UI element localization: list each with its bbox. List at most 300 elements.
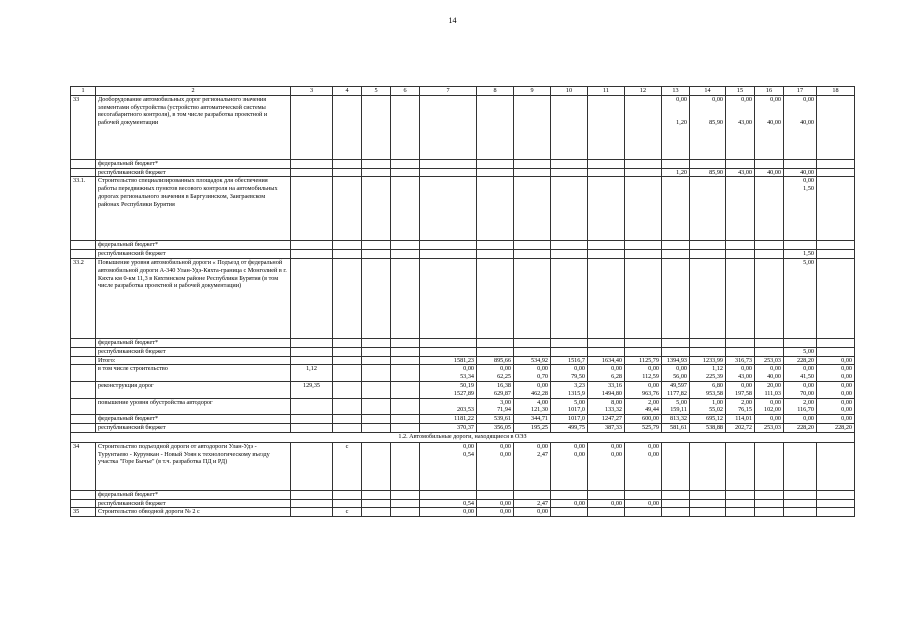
cell-col-5 [362,508,391,517]
cell-col-9: 534,92 [514,356,551,365]
table-row [71,415,855,424]
cell-col-16 [755,159,784,168]
cell-col-11 [588,159,625,168]
row-name: в том числе строительство [96,365,291,382]
column-header: 13 [662,87,690,96]
cell-col-12: 1125,79 [625,356,662,365]
cell-col-17 [784,241,817,250]
row-name: Дооборудование автомобильных дорог регионального значения элементами обустройства (устройство автоматической системы весогабаритного контроля), в том числе разработка проектной и рабочей документации [96,95,291,159]
cell-col-8: 0,00 [477,508,514,517]
cell-col-16: 20,00 111,03 [755,381,784,398]
cell-col-10: 1516,7 [551,356,588,365]
cell-col-7 [420,168,477,177]
cell-col-5 [362,95,391,159]
cell-col-4 [333,241,362,250]
cell-col-12: 525,79 [625,423,662,432]
cell-col-11: 0,00 0,00 [588,442,625,490]
cell-col-9 [514,338,551,347]
row-name: Повышение уровня автомобильной дороги « Подъезд от федеральной автомобильной дороги А-340 Улан-Удэ-Кяхта-граница с Монголией в г. Кяхта км 0-км 11,3 в Кяхтинском районе Республики Бурятия (в том числе разработка проектной и рабочей документации) [96,258,291,338]
cell-col-12 [625,241,662,250]
table-row [71,398,855,415]
cell-col-13: 0,00 56,00 [662,365,690,382]
cell-col-13 [662,499,690,508]
cell-col-13 [662,338,690,347]
cell-col-3: 1,12 [291,365,333,382]
cell-col-6 [391,95,420,159]
cell-col-9: 0,00 462,28 [514,381,551,398]
cell-col-18 [817,508,855,517]
cell-col-13: 5,00 159,11 [662,398,690,415]
cell-col-8: 0,00 62,25 [477,365,514,382]
cell-col-6 [391,168,420,177]
row-name: федеральный бюджет* [96,159,291,168]
cell-col-18: 0,00 [817,415,855,424]
cell-col-8: 0,00 [477,499,514,508]
cell-col-3 [291,398,333,415]
table-row [71,95,855,159]
section-heading: 1.2. Автомобильные дороги, находящиеся в ОЭЗ [71,432,855,442]
cell-col-3 [291,177,333,241]
cell-col-14 [690,499,726,508]
cell-col-15: 0,00 43,00 [726,365,755,382]
cell-col-13 [662,241,690,250]
cell-col-17: 0,00 40,00 [784,95,817,159]
cell-col-14 [690,258,726,338]
cell-col-9: 0,00 0,70 [514,365,551,382]
cell-col-17: 2,00 116,70 [784,398,817,415]
cell-col-18: 0,00 0,00 [817,365,855,382]
table-row [71,508,855,517]
row-number: 33.1. [71,177,96,241]
cell-col-4 [333,168,362,177]
cell-col-18 [817,95,855,159]
cell-col-10: 1017,0 [551,415,588,424]
cell-col-12: 600,00 [625,415,662,424]
table-row [71,490,855,499]
cell-col-9 [514,95,551,159]
cell-col-17: 0,00 70,00 [784,381,817,398]
column-header: 4 [333,87,362,96]
cell-col-8: 16,38 629,87 [477,381,514,398]
cell-col-10: 5,00 1017,0 [551,398,588,415]
table-body [71,87,855,517]
cell-col-14: 1,12 225,39 [690,365,726,382]
cell-col-10 [551,347,588,356]
cell-col-14: 6,80 953,58 [690,381,726,398]
cell-col-13: 581,61 [662,423,690,432]
cell-col-18 [817,250,855,259]
row-name: федеральный бюджет* [96,241,291,250]
cell-col-17 [784,338,817,347]
cell-col-15: 0,00 197,58 [726,381,755,398]
column-header: 17 [784,87,817,96]
cell-col-5 [362,381,391,398]
row-name: Итого: [96,356,291,365]
cell-col-7 [420,241,477,250]
cell-col-11: 1634,40 [588,356,625,365]
cell-col-4 [333,423,362,432]
cell-col-5 [362,347,391,356]
row-name: Строительство подъездной дороги от автодороги Улан-Удэ - Турунтаево - Курумкан - Новый Уоян к технологическому въезду участка "Горе Бычье" (в т.ч. разработка ПД и РД) [96,442,291,490]
cell-col-15 [726,250,755,259]
cell-col-7 [420,258,477,338]
cell-col-17: 0,00 [784,415,817,424]
cell-col-12 [625,250,662,259]
cell-col-16: 0,00 [755,415,784,424]
column-header: 12 [625,87,662,96]
cell-col-4 [333,365,362,382]
cell-col-13 [662,508,690,517]
row-name: повышение уровня обустройства автодорог [96,398,291,415]
cell-col-8: 3,00 71,94 [477,398,514,415]
cell-col-14: 1,00 55,02 [690,398,726,415]
cell-col-9 [514,250,551,259]
cell-col-6 [391,442,420,490]
row-number [71,356,96,365]
cell-col-15: 0,00 43,00 [726,95,755,159]
cell-col-5 [362,398,391,415]
cell-col-11: 1247,27 [588,415,625,424]
cell-col-4 [333,381,362,398]
cell-col-13 [662,177,690,241]
cell-col-6 [391,356,420,365]
row-number: 34 [71,442,96,490]
table-row [71,258,855,338]
financing-table [70,86,855,517]
cell-col-12 [625,168,662,177]
cell-col-14: 1233,99 [690,356,726,365]
cell-col-8 [477,338,514,347]
cell-col-8 [477,168,514,177]
cell-col-15: 114,01 [726,415,755,424]
cell-col-4 [333,398,362,415]
cell-col-12: 0,00 [625,499,662,508]
cell-col-11: 8,00 133,32 [588,398,625,415]
cell-col-4 [333,159,362,168]
cell-col-5 [362,442,391,490]
cell-col-9 [514,168,551,177]
row-number [71,415,96,424]
cell-col-6 [391,415,420,424]
cell-col-7: 0,54 [420,499,477,508]
column-header: 6 [391,87,420,96]
cell-col-16 [755,490,784,499]
cell-col-10 [551,338,588,347]
cell-col-18 [817,338,855,347]
cell-col-7 [420,95,477,159]
cell-col-16: 253,03 [755,423,784,432]
cell-col-10 [551,177,588,241]
cell-col-4 [333,415,362,424]
cell-col-10 [551,490,588,499]
cell-col-15 [726,338,755,347]
row-number: 33.2 [71,258,96,338]
cell-col-7 [420,250,477,259]
cell-col-13: 813,32 [662,415,690,424]
cell-col-18 [817,159,855,168]
cell-col-7 [420,159,477,168]
cell-col-3 [291,241,333,250]
cell-col-6 [391,159,420,168]
cell-col-14: 538,88 [690,423,726,432]
cell-col-8: 356,05 [477,423,514,432]
cell-col-18 [817,177,855,241]
cell-col-15: 316,73 [726,356,755,365]
row-number [71,381,96,398]
cell-col-16: 0,00 102,00 [755,398,784,415]
cell-col-5 [362,258,391,338]
cell-col-18 [817,499,855,508]
cell-col-7 [420,338,477,347]
cell-col-6 [391,490,420,499]
cell-col-16: 0,00 40,00 [755,365,784,382]
cell-col-5 [362,338,391,347]
cell-col-4: с [333,508,362,517]
cell-col-17 [784,159,817,168]
table-row [71,338,855,347]
cell-col-8: 895,66 [477,356,514,365]
cell-col-3 [291,508,333,517]
cell-col-14 [690,508,726,517]
cell-col-3 [291,442,333,490]
cell-col-12 [625,258,662,338]
cell-col-17: 5,00 [784,258,817,338]
cell-col-18 [817,442,855,490]
cell-col-17: 1,50 [784,250,817,259]
column-header: 16 [755,87,784,96]
cell-col-5 [362,168,391,177]
cell-col-15: 2,00 76,15 [726,398,755,415]
cell-col-4 [333,338,362,347]
cell-col-14: 695,12 [690,415,726,424]
cell-col-16: 40,00 [755,168,784,177]
cell-col-5 [362,499,391,508]
cell-col-8: 539,61 [477,415,514,424]
cell-col-15: 43,00 [726,168,755,177]
cell-col-17: 0,00 41,50 [784,365,817,382]
cell-col-6 [391,241,420,250]
cell-col-16 [755,241,784,250]
table-row [71,159,855,168]
table-row [71,442,855,490]
cell-col-17: 5,00 [784,347,817,356]
cell-col-8 [477,258,514,338]
table-row [71,347,855,356]
cell-col-15 [726,258,755,338]
cell-col-11 [588,177,625,241]
cell-col-6 [391,338,420,347]
cell-col-5 [362,365,391,382]
cell-col-3 [291,95,333,159]
cell-col-10 [551,159,588,168]
cell-col-8 [477,241,514,250]
cell-col-7: 0,00 53,34 [420,365,477,382]
cell-col-15 [726,241,755,250]
cell-col-18 [817,490,855,499]
cell-col-5 [362,423,391,432]
cell-col-8: 0,00 0,00 [477,442,514,490]
cell-col-3 [291,347,333,356]
cell-col-9: 0,00 [514,508,551,517]
cell-col-12: 0,00 963,76 [625,381,662,398]
cell-col-6 [391,381,420,398]
cell-col-14 [690,177,726,241]
cell-col-9 [514,241,551,250]
cell-col-15 [726,347,755,356]
cell-col-11 [588,241,625,250]
cell-col-5 [362,159,391,168]
cell-col-4 [333,490,362,499]
cell-col-6 [391,423,420,432]
cell-col-14 [690,241,726,250]
cell-col-14 [690,442,726,490]
cell-col-7: 1581,23 [420,356,477,365]
cell-col-14 [690,347,726,356]
cell-col-7: 0,00 0,54 [420,442,477,490]
cell-col-13 [662,250,690,259]
cell-col-13: 1394,93 [662,356,690,365]
cell-col-5 [362,490,391,499]
cell-col-11: 387,33 [588,423,625,432]
cell-col-12 [625,490,662,499]
cell-col-18 [817,168,855,177]
cell-col-10 [551,258,588,338]
cell-col-3 [291,338,333,347]
table-row [71,356,855,365]
cell-col-10: 3,23 1315,9 [551,381,588,398]
row-number [71,338,96,347]
cell-col-7: 1181,22 [420,415,477,424]
cell-col-17 [784,490,817,499]
cell-col-15 [726,177,755,241]
cell-col-18 [817,258,855,338]
cell-col-10 [551,250,588,259]
cell-col-7: 0,00 [420,508,477,517]
cell-col-7 [420,177,477,241]
cell-col-14: 0,00 85,90 [690,95,726,159]
row-number [71,423,96,432]
cell-col-10: 0,00 79,50 [551,365,588,382]
cell-col-16: 253,03 [755,356,784,365]
cell-col-17 [784,442,817,490]
cell-col-11 [588,338,625,347]
column-header: 2 [96,87,291,96]
row-name: республиканский бюджет [96,168,291,177]
cell-col-6 [391,499,420,508]
cell-col-15: 202,72 [726,423,755,432]
cell-col-6 [391,365,420,382]
cell-col-13: 1,20 [662,168,690,177]
page-number: 14 [448,16,457,25]
table-row [71,241,855,250]
cell-col-13 [662,490,690,499]
cell-col-15 [726,499,755,508]
cell-col-9 [514,347,551,356]
cell-col-11 [588,258,625,338]
cell-col-3 [291,168,333,177]
cell-col-16 [755,177,784,241]
cell-col-14 [690,159,726,168]
cell-col-10 [551,95,588,159]
cell-col-10: 499,75 [551,423,588,432]
row-number [71,398,96,415]
cell-col-4 [333,177,362,241]
cell-col-4 [333,250,362,259]
cell-col-3 [291,415,333,424]
cell-col-10: 0,00 0,00 [551,442,588,490]
cell-col-14 [690,250,726,259]
cell-col-4 [333,258,362,338]
row-name: федеральный бюджет* [96,415,291,424]
row-number [71,250,96,259]
cell-col-16 [755,499,784,508]
cell-col-4 [333,347,362,356]
row-name: Строительство обводной дороги № 2 с [96,508,291,517]
row-number: 35 [71,508,96,517]
column-header: 7 [420,87,477,96]
cell-col-16 [755,347,784,356]
cell-col-3 [291,258,333,338]
cell-col-12: 2,00 49,44 [625,398,662,415]
cell-col-4 [333,356,362,365]
column-header: 10 [551,87,588,96]
cell-col-7: 50,19 1527,89 [420,381,477,398]
table-row [71,250,855,259]
column-header: 5 [362,87,391,96]
cell-col-3 [291,499,333,508]
cell-col-12 [625,338,662,347]
cell-col-4 [333,499,362,508]
cell-col-6 [391,398,420,415]
cell-col-5 [362,415,391,424]
table-row [71,423,855,432]
cell-col-9: 195,25 [514,423,551,432]
cell-col-13 [662,347,690,356]
cell-col-16 [755,338,784,347]
cell-col-8 [477,490,514,499]
cell-col-6 [391,250,420,259]
cell-col-9 [514,177,551,241]
column-header: 18 [817,87,855,96]
row-name: республиканский бюджет [96,347,291,356]
cell-col-4: с [333,442,362,490]
cell-col-17 [784,499,817,508]
column-header-row [71,87,855,96]
column-header: 1 [71,87,96,96]
cell-col-16 [755,258,784,338]
row-number [71,490,96,499]
cell-col-3: 129,35 [291,381,333,398]
row-name: Строительство специализированных площадок для обеспечения работы передвижных пунктов весового контроля на автомобильных дорогах регионального значения в Баргузинском, Заиграевском районах Республики Бурятия [96,177,291,241]
cell-col-8 [477,347,514,356]
cell-col-12: 0,00 112,59 [625,365,662,382]
cell-col-13 [662,442,690,490]
cell-col-10 [551,241,588,250]
table-row [71,499,855,508]
cell-col-10 [551,508,588,517]
row-name: федеральный бюджет* [96,490,291,499]
column-header: 11 [588,87,625,96]
cell-col-15 [726,508,755,517]
cell-col-14 [690,338,726,347]
cell-col-5 [362,177,391,241]
cell-col-7: 370,37 [420,423,477,432]
cell-col-18: 0,00 [817,356,855,365]
cell-col-11 [588,347,625,356]
cell-col-13: 0,00 1,20 [662,95,690,159]
row-number [71,241,96,250]
cell-col-11 [588,250,625,259]
